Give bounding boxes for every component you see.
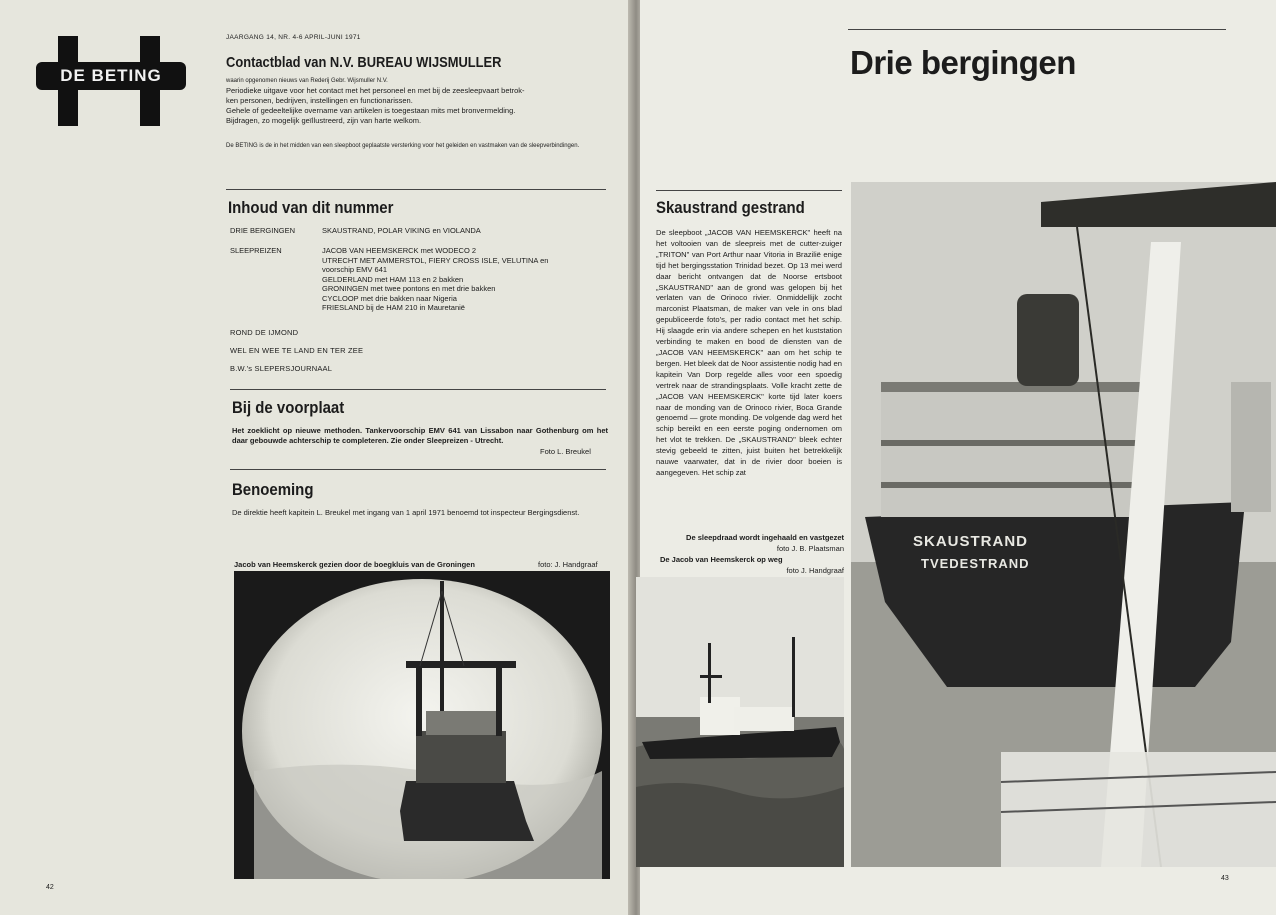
masthead-description (226, 76, 606, 126)
list-item: CYCLOOP met drie bakken naar Nigeria (322, 293, 457, 303)
list-item: GRONINGEN met twee pontons en met drie bakken (322, 284, 496, 293)
cover-text: Het zoeklicht op nieuwe methoden. Tankervoorschip EMV 641 van Lissabon naar Gothenburg om het daar gebouwde achterschip te completeren. Zie onder Sleepreizen - Utrecht. (232, 426, 608, 445)
contents-label-sleep: SLEEPREIZEN (230, 246, 282, 255)
list-item: UTRECHT MET AMMERSTOL, FIERY CROSS ISLE, VELUTINA en (322, 255, 549, 265)
ship-name-1: SKAUSTRAND (913, 533, 1028, 550)
credit-2: foto J. Handgraaf (786, 566, 844, 575)
photo-caption: Jacob van Heemskerck gezien door de boegkluis van de Groningen (234, 560, 475, 569)
list-item: voorschip EMV 641 (322, 265, 388, 274)
cover-credit: Foto L. Breukel (540, 447, 591, 456)
contents-label-drie: DRIE BERGINGEN (230, 226, 296, 235)
masthead-line: Gehele of gedeeltelijke overname van artikelen is toegestaan mits met bronvermelding. (226, 106, 516, 115)
list-item: JACOB VAN HEEMSKERCK met WODECO 2 (322, 246, 477, 255)
divider (226, 189, 606, 190)
contents-value-sleep (322, 246, 607, 313)
contents-heading: Inhoud van dit nummer (228, 198, 394, 217)
page-number: 42 (46, 884, 54, 891)
appoint-text: De direktie heeft kapitein L. Breukel met ingang van 1 april 1971 benoemd tot inspecteur Bergingsdienst. (232, 508, 580, 517)
contents-item: ROND DE IJMOND (230, 328, 299, 337)
divider (848, 29, 1226, 30)
photo-credit: foto: J. Handgraaf (538, 560, 598, 569)
divider (230, 389, 606, 390)
divider (656, 190, 842, 191)
ship-name-2: TVEDESTRAND (921, 556, 1030, 571)
appoint-heading: Benoeming (232, 480, 314, 499)
list-item: FRIESLAND bij de HAM 210 in Mauretanië (322, 303, 465, 312)
logo-text: DE BETING (60, 66, 162, 85)
porthole-photo (234, 571, 610, 879)
contents-value-drie: SKAUSTRAND, POLAR VIKING en VIOLANDA (322, 226, 481, 235)
masthead-title: Contactblad van N.V. BUREAU WIJSMULLER (226, 54, 502, 71)
caption-2: De Jacob van Heemskerck op weg (660, 555, 783, 564)
skaustrand-photo (851, 182, 1276, 867)
masthead-note: De BETING is de in het midden van een sleepboot geplaatste versterking voor het geleiden en vastmaken van de sleepverbindingen. (226, 143, 580, 149)
article-heading: Skaustrand gestrand (656, 198, 805, 217)
masthead-line: ken personen, bedrijven, instellingen en functionarissen. (226, 96, 413, 105)
masthead-line: Periodieke uitgave voor het contact met het personeel en met bij de zeesleepvaart betrok- (226, 86, 525, 95)
contents-item: WEL EN WEE TE LAND EN TER ZEE (230, 346, 364, 355)
page-number: 43 (1221, 875, 1229, 882)
masthead-sub: waarin opgenomen nieuws van Rederij Gebr. Wijsmuller N.V. (226, 78, 388, 84)
porthole-photo-art (234, 571, 610, 879)
page-title: Drie bergingen (850, 44, 1076, 81)
skaustrand-photo-art (851, 182, 1276, 867)
contents-item: B.W.'s SLEPERSJOURNAAL (230, 364, 333, 373)
issue-line: JAARGANG 14, NR. 4-6 APRIL-JUNI 1971 (226, 34, 361, 41)
credit-1: foto J. B. Plaatsman (776, 544, 844, 553)
de-beting-logo (36, 36, 186, 126)
tug-photo-art (636, 577, 844, 867)
masthead-line: Bijdragen, zo mogelijk geïllustreerd, zijn van harte welkom. (226, 116, 422, 125)
tug-photo (636, 577, 844, 867)
list-item: GELDERLAND met HAM 113 en 2 bakken (322, 274, 464, 284)
cover-heading: Bij de voorplaat (232, 398, 345, 417)
article-text: De sleepboot „JACOB VAN HEEMSKERCK" heeft na het voltooien van de sleepreis met de cutter-zuiger „TRITON" van Port Arthur naar Vitoria in Brazilië enige tijd het bergingsstation Trinidad bezet. Op 13 mei werd daar bericht ontvangen dat de Noorse ertsboot „SKAUSTRAND" aan de grond was gelopen bij het verlaten van de Orinoco rivier. Onmiddellijk zocht marconist Plaatsman, de maker van vele in ons blad gepubliceerde foto's, per radio contact met het schip. Hij slaagde erin via andere schepen en het kuststation verbinding te maken en bood de diensten van de „JACOB VAN HEEMSKERCK" aan om het schip te bergen. Het bleek dat de Noor assistentie nodig had en kapitein Van Dorp regelde alles voor een spoedig vertrek naar de strandingsplaats. Volle kracht zette de „JACOB VAN HEEMSKERCK" korte tijd later koers naar de monding van de Orinoco rivier, Boca Grande genoemd — grote monding. De volgende dag werd het schip bereikt en een eerste poging ondernomen om het vlot te trekken. De „SKAUSTRAND" bleek echter stevig gebeeld te zitten, juist buiten het betrekkelijk nauwe vaarwater, dat in de rivier door boeien is aangegeven. Het schip zat (656, 228, 842, 477)
divider (230, 469, 606, 470)
caption-1: De sleepdraad wordt ingehaald en vastgezet (686, 533, 844, 542)
left-page (0, 0, 632, 915)
